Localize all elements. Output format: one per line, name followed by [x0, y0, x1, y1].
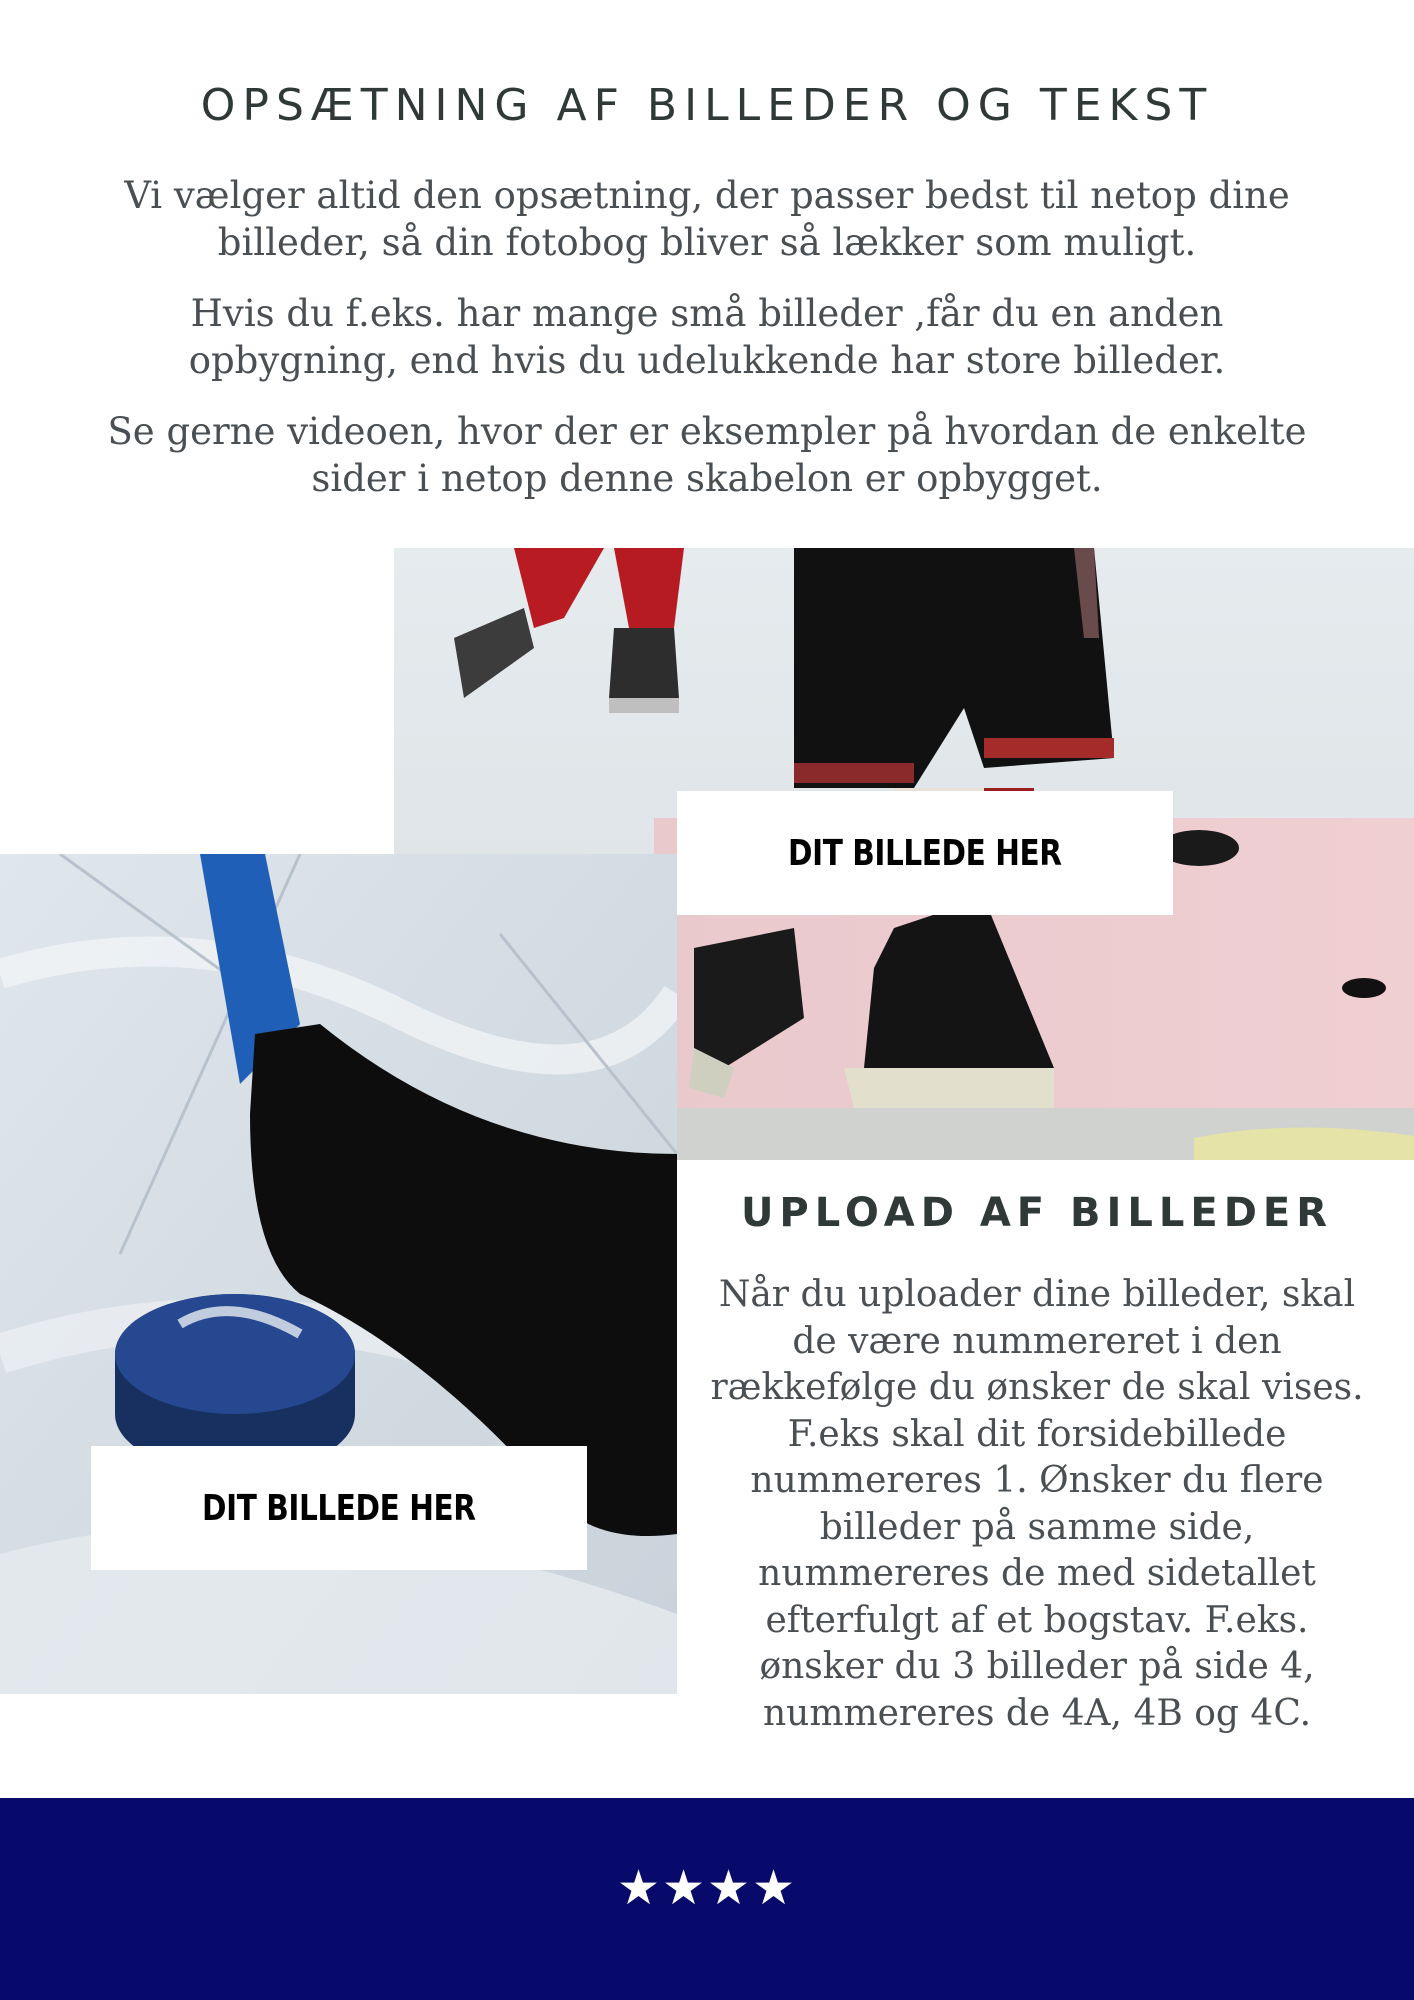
- intro-text: [90, 172, 1324, 526]
- intro-paragraph-3: Se gerne videoen, hvor der er eksempler på hvordan de enkelte sider i netop denne skabelon er opbygget.: [107, 410, 1307, 500]
- stars-icon: ★★★★: [616, 1860, 798, 1916]
- image-placeholder-bottom[interactable]: [91, 1446, 587, 1570]
- footer-band: [0, 1798, 1414, 2000]
- page-title: OPSÆTNING AF BILLEDER OG TEKST: [200, 80, 1214, 131]
- image-placeholder-label: DIT BILLEDE HER: [202, 1487, 476, 1529]
- intro-paragraph-2: Hvis du f.eks. har mange små billeder ,får du en anden opbygning, end hvis du udelukkende har store billeder.: [188, 292, 1226, 382]
- upload-section-text: Når du uploader dine billeder, skal de være nummereret i den rækkefølge du ønsker de skal vises. F.eks skal dit forsidebillede nummereres 1. Ønsker du flere billeder på samme side, nummereres de med sidetallet efterfulgt af et bogstav. F.eks. ønsker du 3 billeder på side 4, nummereres de 4A, 4B og 4C.: [710, 1274, 1364, 1734]
- image-placeholder-top[interactable]: [677, 791, 1173, 915]
- upload-section-title: UPLOAD AF BILLEDER: [740, 1190, 1334, 1236]
- intro-paragraph-1: Vi vælger altid den opsætning, der passer bedst til netop dine billeder, så din fotobog bliver så lækker som muligt.: [124, 174, 1290, 264]
- image-placeholder-label: DIT BILLEDE HER: [788, 832, 1062, 874]
